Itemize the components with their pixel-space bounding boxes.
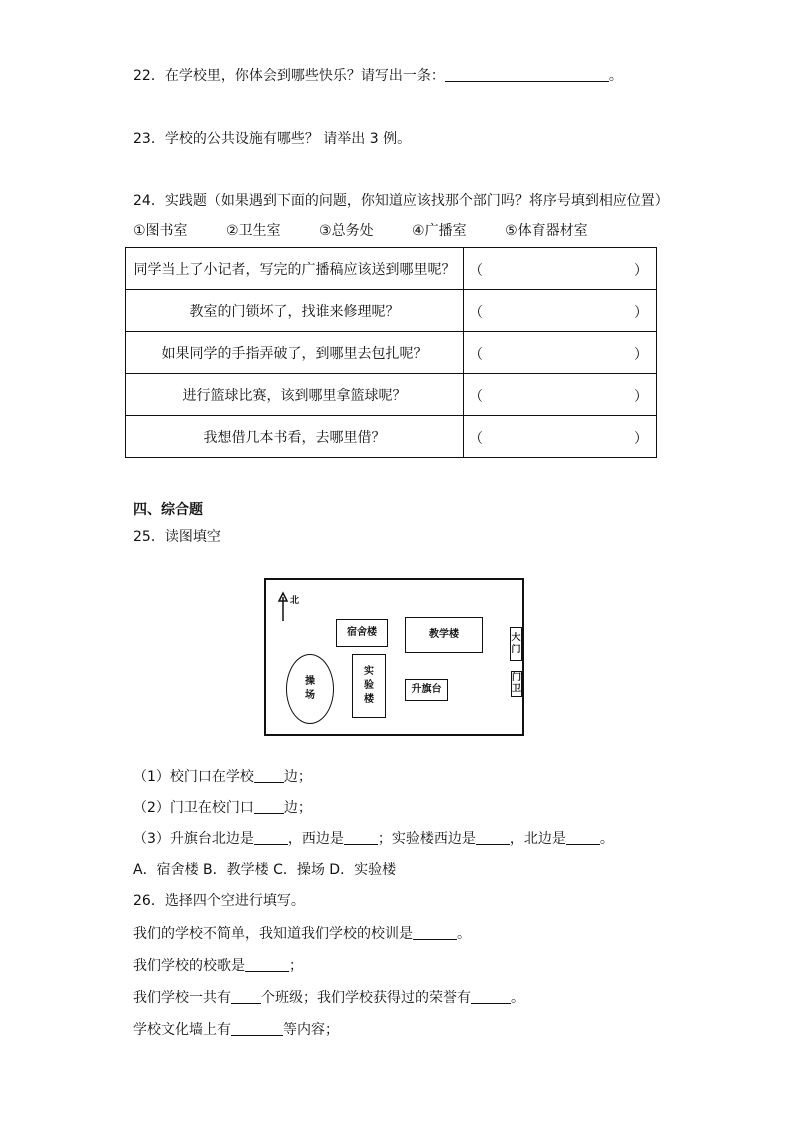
table-question: 我想借几本书看，去哪里借？ <box>126 416 464 458</box>
answer-blank[interactable] <box>566 830 600 845</box>
lab-building: 实 验 楼 <box>352 654 386 718</box>
q26-line3: 我们学校一共有 个班级；我们学校获得过的荣誉有 。 <box>133 990 525 1006</box>
practice-table <box>125 247 657 458</box>
table-answer-cell[interactable]: （ ） <box>464 416 657 458</box>
table-answer-cell[interactable]: （ ） <box>464 332 657 374</box>
answer-blank[interactable] <box>245 957 289 972</box>
question-23: 23．学校的公共设施有哪些？ 请举出 3 例。 <box>133 131 412 147</box>
question-24: 24．实践题（如果遇到下面的问题，你知道应该找那个部门吗？将序号填到相应位置） <box>133 193 669 209</box>
table-question: 教室的门锁坏了，找谁来修理呢？ <box>126 290 464 332</box>
answer-blank[interactable] <box>445 67 609 82</box>
answer-blank[interactable] <box>344 830 378 845</box>
answer-blank[interactable] <box>476 830 510 845</box>
option-general-affairs: ③总务处 <box>319 223 374 239</box>
north-label: 北 <box>290 596 300 606</box>
answer-blank[interactable] <box>254 830 288 845</box>
answer-blank[interactable] <box>413 925 457 940</box>
table-answer-cell[interactable]: （ ） <box>464 248 657 290</box>
option-clinic: ②卫生室 <box>226 223 281 239</box>
school-map <box>264 578 524 736</box>
answer-blank[interactable] <box>254 768 284 783</box>
table-row <box>126 290 657 332</box>
table-row <box>126 374 657 416</box>
option-library: ①图书室 <box>133 223 188 239</box>
table-answer-cell[interactable]: （ ） <box>464 374 657 416</box>
question-22-text: 22．在学校里，你体会到哪些快乐？请写出一条： <box>133 68 445 84</box>
answer-blank[interactable] <box>254 799 284 814</box>
q25-sub3: （3）升旗台北边是 ，西边是 ；实验楼西边是 ，北边是 。 <box>133 831 614 847</box>
option-broadcast: ④广播室 <box>412 223 467 239</box>
q25-sub2: （2）门卫在校门口 边； <box>133 800 312 816</box>
main-gate: 大 门 <box>510 627 522 661</box>
q25-sub1: （1）校门口在学校 边； <box>133 769 312 785</box>
question-22: 22．在学校里，你体会到哪些快乐？请写出一条： 。 <box>133 68 623 84</box>
q26-line4: 学校文化墙上有 等内容； <box>133 1022 339 1038</box>
answer-blank[interactable] <box>471 989 511 1004</box>
playground: 操 场 <box>286 654 334 724</box>
table-question: 如果同学的手指弄破了，到哪里去包扎呢？ <box>126 332 464 374</box>
section-title: 四、综合题 <box>133 502 203 518</box>
dorm-building: 宿舍楼 <box>336 619 388 647</box>
flag-platform: 升旗台 <box>405 679 448 701</box>
teaching-building: 教学楼 <box>405 617 483 653</box>
department-options <box>133 221 622 241</box>
table-answer-cell[interactable]: （ ） <box>464 290 657 332</box>
q26-line2: 我们学校的校歌是 ； <box>133 958 303 974</box>
gate-guard: 门 卫 <box>511 671 522 697</box>
table-question: 同学当上了小记者，写完的广播稿应该送到哪里呢？ <box>126 248 464 290</box>
q26-line1: 我们的学校不简单，我知道我们学校的校训是 。 <box>133 926 471 942</box>
q25-choices: A．宿舍楼 B．教学楼 C．操场 D．实验楼 <box>133 862 397 878</box>
table-row <box>126 332 657 374</box>
question-25: 25．读图填空 <box>133 529 221 545</box>
table-row <box>126 248 657 290</box>
question-26: 26．选择四个空进行填写。 <box>133 893 305 909</box>
answer-blank[interactable] <box>231 989 261 1004</box>
table-row <box>126 416 657 458</box>
answer-blank[interactable] <box>231 1021 283 1036</box>
option-sports-equipment: ⑤体育器材室 <box>505 223 588 239</box>
table-question: 进行篮球比赛，该到哪里拿篮球呢？ <box>126 374 464 416</box>
